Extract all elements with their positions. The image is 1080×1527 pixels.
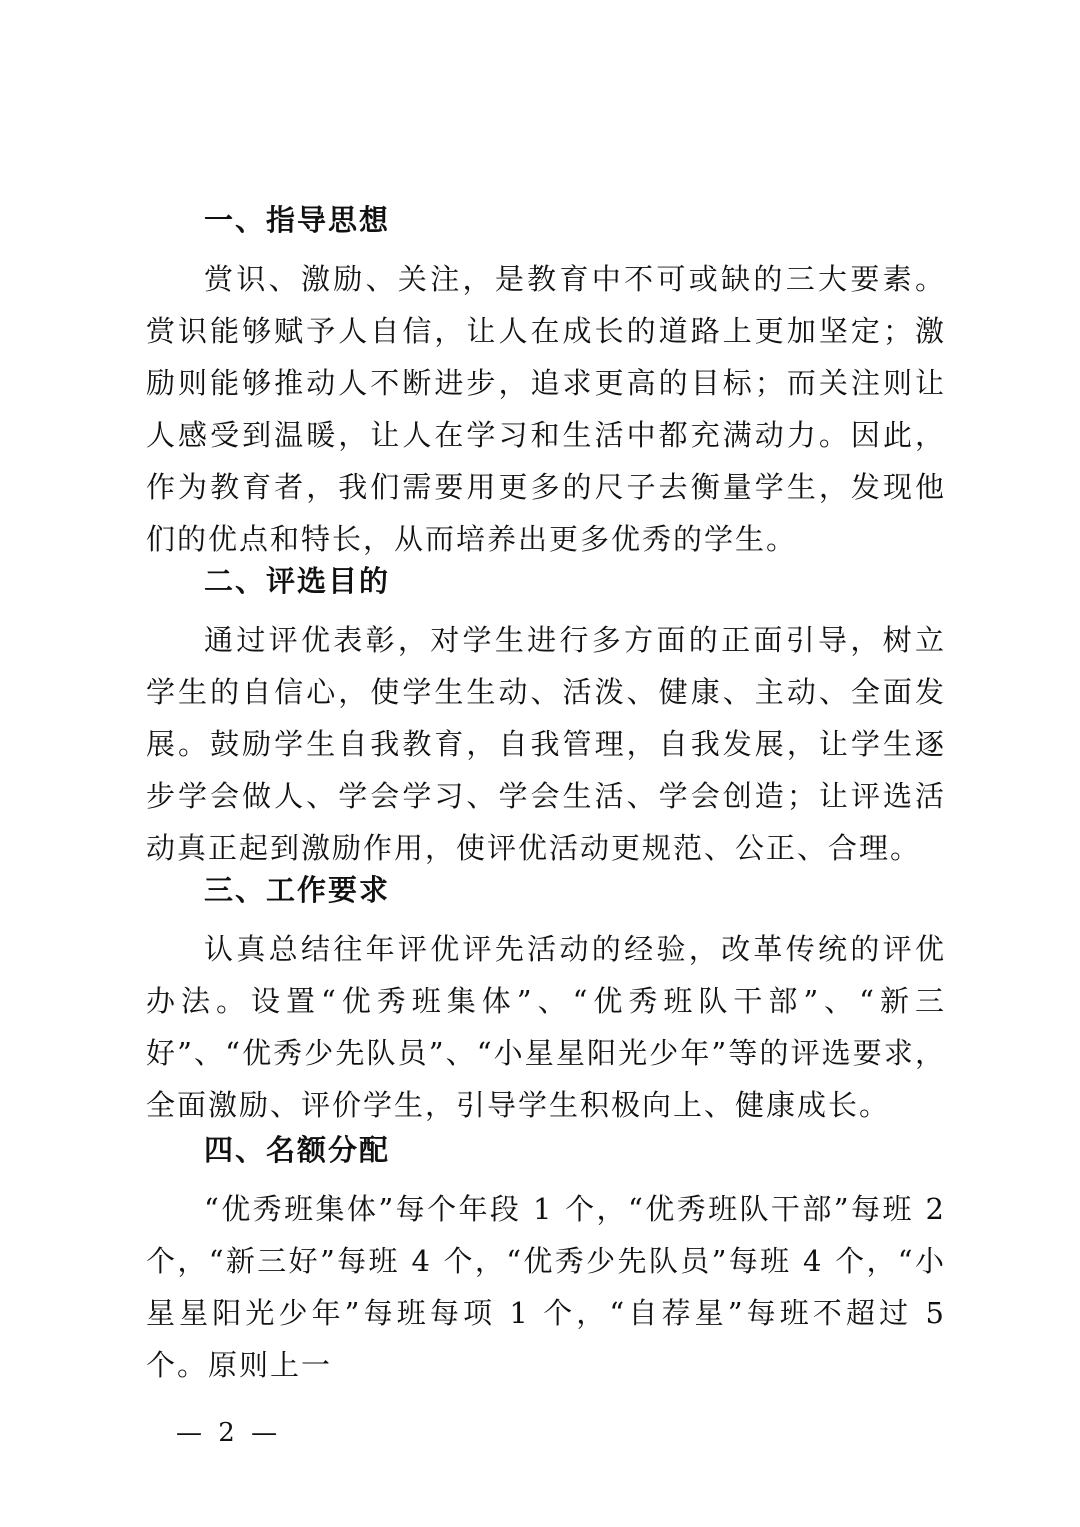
section-body-guiding-ideology: 赏识、激励、关注，是教育中不可或缺的三大要素。赏识能够赋予人自信，让人在成长的道路上更加坚定；激励则能够推动人不断进步，追求更高的目标；而关注则让人感受到温暖，让人在学习和生活中都充满动力。因此，作为教育者，我们需要用更多的尺子去衡量学生，发现他们的优点和特长，从而培养出更多优秀的学生。: [146, 262, 946, 556]
page-number: — 2 —: [176, 1418, 282, 1448]
document-page: [146, 0, 946, 1527]
section-body-quota-allocation: “优秀班集体”每个年段 1 个，“优秀班队干部”每班 2 个，“新三好”每班 4 个，“优秀少先队员”每班 4 个，“小星星阳光少年”每班每项 1 个，“自荐星”每班不超过 5 个。原则上一: [146, 1192, 946, 1382]
section-heading-selection-purpose: 二、评选目的: [204, 564, 391, 598]
section-body-selection-purpose: 通过评优表彰，对学生进行多方面的正面引导，树立学生的自信心，使学生生动、活泼、健康、主动、全面发展。鼓励学生自我教育，自我管理，自我发展，让学生逐步学会做人、学会学习、学会生活、学会创造；让评选活动真正起到激励作用，使评优活动更规范、公正、合理。: [146, 623, 946, 865]
section-heading-work-requirements: 三、工作要求: [204, 873, 391, 907]
section-body-work-requirements: 认真总结往年评优评先活动的经验，改革传统的评优办法。设置“优秀班集体”、“优秀班队干部”、“新三好”、“优秀少先队员”、“小星星阳光少年”等的评选要求，全面激励、评价学生，引导学生积极向上、健康成长。: [146, 932, 946, 1122]
section-heading-quota-allocation: 四、名额分配: [204, 1133, 391, 1167]
section-heading-guiding-ideology: 一、指导思想: [204, 203, 391, 237]
